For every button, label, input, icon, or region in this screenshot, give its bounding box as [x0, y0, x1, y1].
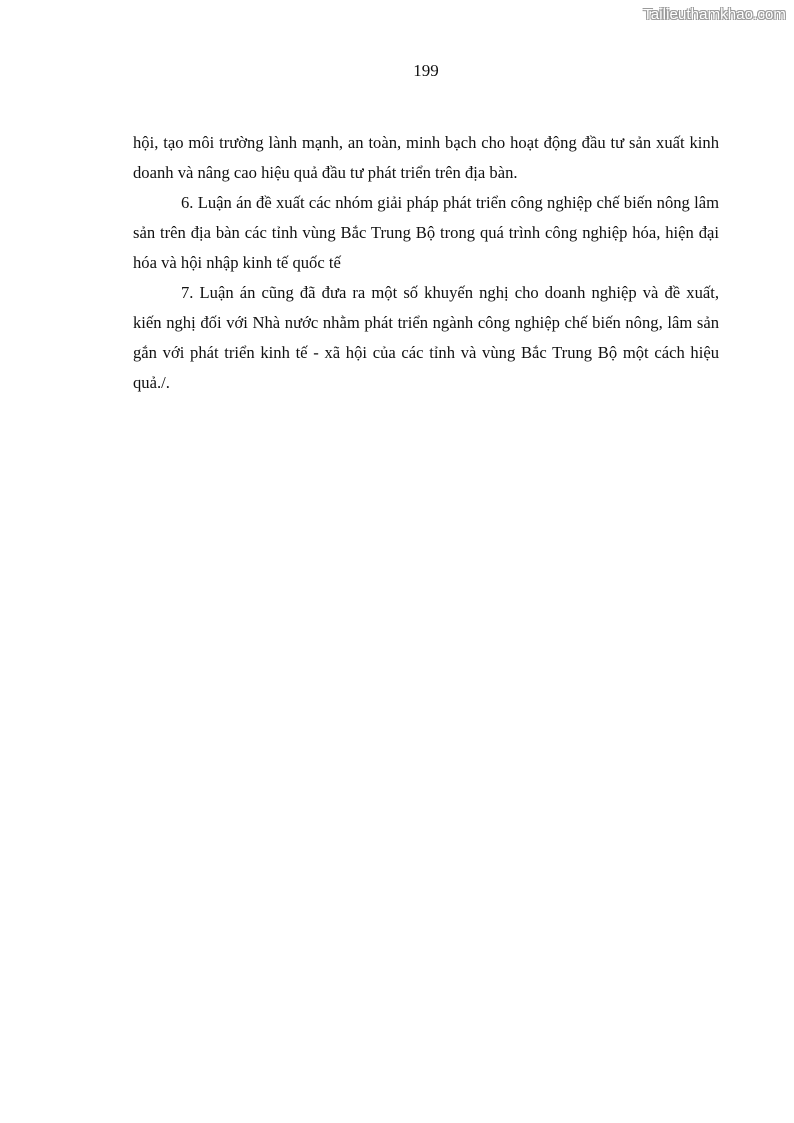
page-number: 199: [413, 61, 439, 80]
watermark-logo: Tailieuthamkhao.com: [643, 6, 786, 23]
paragraph-item-6: 6. Luận án đề xuất các nhóm giải pháp phát triển công nghiệp chế biến nông lâm sản trên địa bàn các tỉnh vùng Bắc Trung Bộ trong quá trình công nghiệp hóa, hiện đại hóa và hội nhập kinh tế quốc tế: [133, 193, 719, 272]
document-body: [133, 128, 719, 398]
paragraph-item-7: 7. Luận án cũng đã đưa ra một số khuyến nghị cho doanh nghiệp và đề xuất, kiến nghị đối với Nhà nước nhằm phát triển ngành công nghiệp chế biến nông, lâm sản gắn với phát triển kinh tế - xã hội của các tỉnh và vùng Bắc Trung Bộ một cách hiệu quả./.: [133, 283, 719, 392]
paragraph-continuation: hội, tạo môi trường lành mạnh, an toàn, minh bạch cho hoạt động đầu tư sản xuất kinh doanh và nâng cao hiệu quả đầu tư phát triển trên địa bàn.: [133, 133, 719, 182]
